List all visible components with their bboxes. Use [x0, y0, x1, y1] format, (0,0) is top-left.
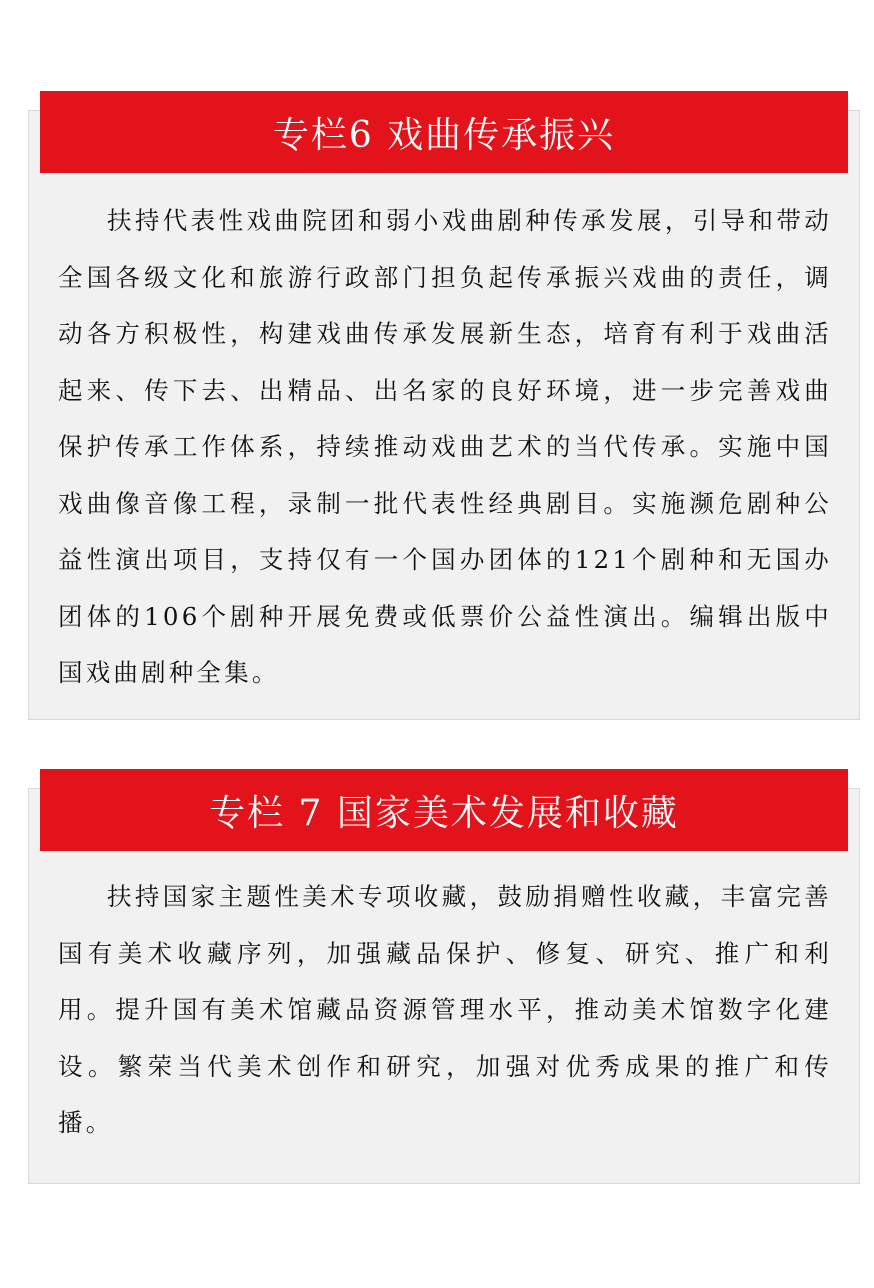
section-body-opera: 扶持代表性戏曲院团和弱小戏曲剧种传承发展，引导和带动全国各级文化和旅游行政部门担负起传承振兴戏曲的责任，调动各方积极性，构建戏曲传承发展新生态，培育有利于戏曲活起来、传下去、出精品、出名家的良好环境，进一步完善戏曲保护传承工作体系，持续推动戏曲艺术的当代传承。实施中国戏曲像音像工程，录制一批代表性经典剧目。实施濒危剧种公益性演出项目，支持仅有一个国办团体的121个剧种和无国办团体的106个剧种开展免费或低票价公益性演出。编辑出版中国戏曲剧种全集。 [58, 206, 832, 687]
section-title-opera: 专栏6 戏曲传承振兴 [40, 91, 848, 173]
section-body-fine-arts: 扶持国家主题性美术专项收藏，鼓励捐赠性收藏，丰富完善国有美术收藏序列，加强藏品保护、修复、研究、推广和利用。提升国有美术馆藏品资源管理水平，推动美术馆数字化建设。繁荣当代美术创作和研究，加强对优秀成果的推广和传播。 [58, 882, 832, 1137]
section-title-fine-arts: 专栏 7 国家美术发展和收藏 [40, 769, 848, 851]
